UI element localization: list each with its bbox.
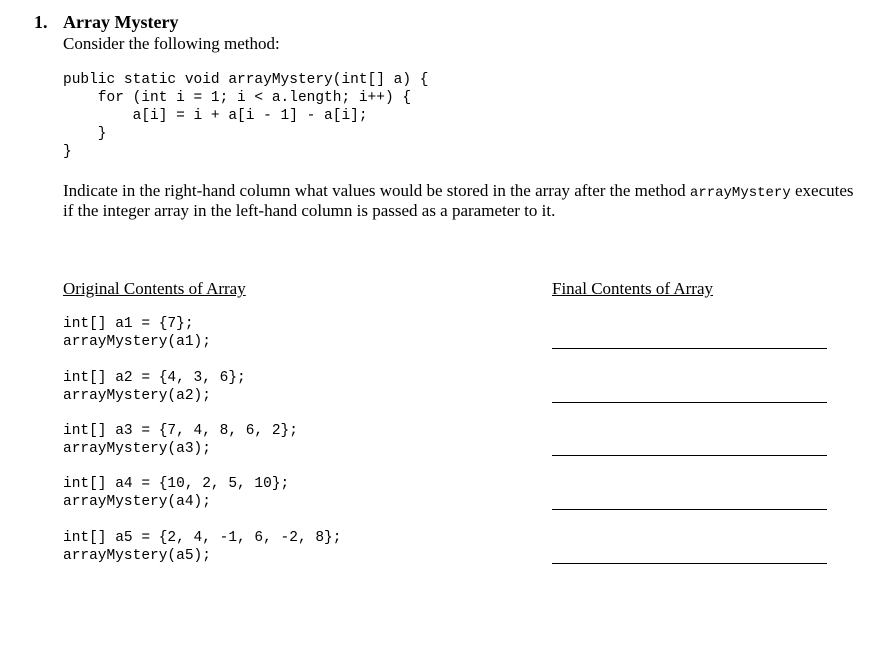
answer-blank[interactable]: [552, 348, 827, 349]
instructions-line-1: [63, 181, 854, 202]
problem-intro: Consider the following method:: [63, 34, 280, 53]
answer-blank[interactable]: [552, 509, 827, 510]
code-line: public static void arrayMystery(int[] a) {: [63, 72, 429, 88]
answer-blank[interactable]: [552, 563, 827, 564]
case-declaration: int[] a5 = {2, 4, -1, 6, -2, 8};: [63, 530, 342, 546]
case-call: arrayMystery(a4);: [63, 494, 211, 510]
case-call: arrayMystery(a5);: [63, 548, 211, 564]
answer-blank[interactable]: [552, 402, 827, 403]
instructions-text: executes: [790, 181, 854, 200]
case-call: arrayMystery(a2);: [63, 388, 211, 404]
code-line: }: [63, 144, 72, 160]
right-column-header: Final Contents of Array: [552, 279, 714, 298]
case-declaration: int[] a3 = {7, 4, 8, 6, 2};: [63, 423, 298, 439]
answer-blank[interactable]: [552, 455, 827, 456]
case-declaration: int[] a4 = {10, 2, 5, 10};: [63, 476, 290, 492]
instructions-text: Indicate in the right-hand column what values would be stored in the array after the method: [63, 181, 690, 200]
code-line: }: [63, 126, 107, 142]
problem-number: 1.: [34, 12, 48, 32]
code-line: for (int i = 1; i < a.length; i++) {: [63, 90, 412, 106]
instructions-line-2: if the integer array in the left-hand column is passed as a parameter to it.: [63, 201, 556, 220]
case-declaration: int[] a1 = {7};: [63, 316, 194, 332]
case-call: arrayMystery(a3);: [63, 441, 211, 457]
case-call: arrayMystery(a1);: [63, 334, 211, 350]
case-declaration: int[] a2 = {4, 3, 6};: [63, 370, 246, 386]
method-name: arrayMystery: [689, 185, 791, 201]
problem-title: Array Mystery: [63, 12, 179, 32]
code-line: a[i] = i + a[i - 1] - a[i];: [63, 108, 368, 124]
left-column-header: Original Contents of Array: [63, 279, 246, 298]
